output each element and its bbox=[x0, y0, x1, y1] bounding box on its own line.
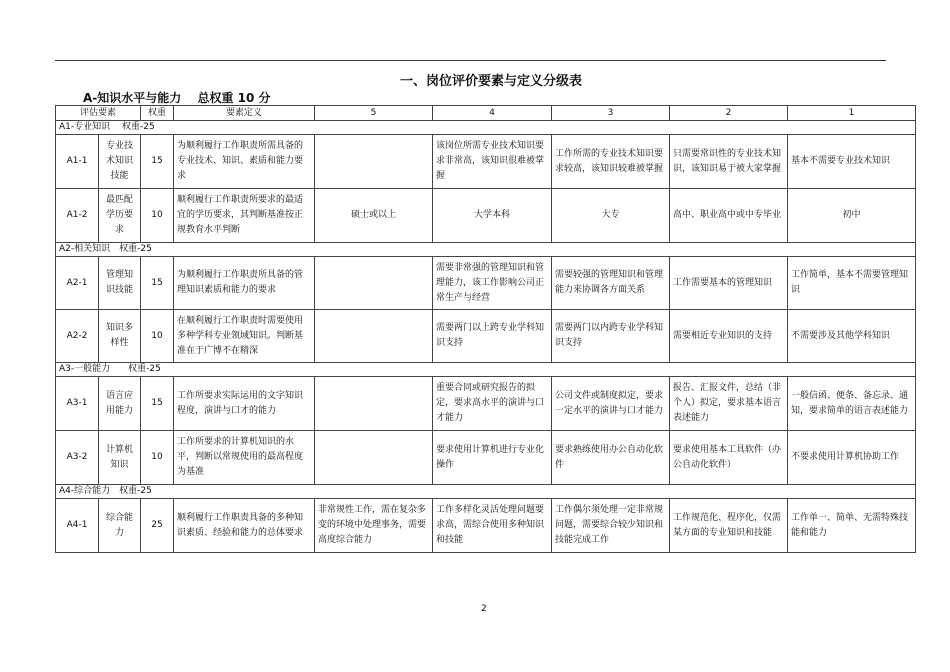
section-label: A2-相关知识 权重-25 bbox=[56, 243, 916, 257]
factor-name: 最匹配学历要求 bbox=[99, 189, 141, 243]
level-2: 工作规范化、程序化，仅需某方面的专业知识和技能 bbox=[670, 499, 788, 553]
factor-weight: 15 bbox=[141, 377, 174, 431]
factor-definition: 顺利履行工作职责所要求的最适宜的学历要求，其判断基准按正规教育水平判断 bbox=[174, 189, 315, 243]
factor-code: A2-1 bbox=[56, 257, 99, 310]
factor-code: A2-2 bbox=[56, 310, 99, 363]
level-3: 公司文件或制度拟定，要求一定水平的演讲与口才能力 bbox=[552, 377, 670, 431]
factor-code: A3-1 bbox=[56, 377, 99, 431]
factor-weight: 25 bbox=[141, 499, 174, 553]
level-5: 非常规性工作，需在复杂多变的环境中处理事务，需要高度综合能力 bbox=[315, 499, 433, 553]
table-row bbox=[56, 310, 916, 363]
section-label: A3-一般能力 权重-25 bbox=[56, 363, 916, 377]
level-1: 基本不需要专业技术知识 bbox=[788, 135, 916, 189]
table-row bbox=[56, 135, 916, 189]
header-cell: 1 bbox=[788, 106, 916, 121]
level-1: 不要求使用计算机协助工作 bbox=[788, 431, 916, 485]
table-row bbox=[56, 377, 916, 431]
level-2: 报告、汇报文件，总结（非个人）拟定，要求基本语言表述能力 bbox=[670, 377, 788, 431]
level-3: 要求熟练使用办公自动化软件 bbox=[552, 431, 670, 485]
section-title: A-知识水平与能力 总权重 10 分 bbox=[83, 91, 271, 105]
factor-definition: 为顺利履行工作职责所具备的管理知识素质和能力的要求 bbox=[174, 257, 315, 310]
level-1: 工作简单，基本不需要管理知识 bbox=[788, 257, 916, 310]
factor-weight: 10 bbox=[141, 310, 174, 363]
header-cell: 4 bbox=[433, 106, 552, 121]
level-4: 工作多样化灵活处理问题要求高，需综合使用多种知识和技能 bbox=[433, 499, 552, 553]
level-4: 大学本科 bbox=[433, 189, 552, 243]
header-cell: 要素定义 bbox=[174, 106, 315, 121]
level-5: 硕士或以上 bbox=[315, 189, 433, 243]
level-3: 工作偶尔须处理一定非常规问题，需要综合较少知识和技能完成工作 bbox=[552, 499, 670, 553]
table-header-row bbox=[56, 106, 916, 121]
factor-code: A3-2 bbox=[56, 431, 99, 485]
factor-name: 计算机知识 bbox=[99, 431, 141, 485]
factor-definition: 工作所要求的计算机知识的水平，判断以常规使用的最高程度为基准 bbox=[174, 431, 315, 485]
header-cell: 2 bbox=[670, 106, 788, 121]
section-row bbox=[56, 363, 916, 377]
factor-name: 知识多样性 bbox=[99, 310, 141, 363]
factor-name: 综合能力 bbox=[99, 499, 141, 553]
factor-weight: 15 bbox=[141, 135, 174, 189]
level-5 bbox=[315, 310, 433, 363]
table-row bbox=[56, 499, 916, 553]
level-2: 高中、职业高中或中专毕业 bbox=[670, 189, 788, 243]
factor-name: 管理知识技能 bbox=[99, 257, 141, 310]
header-rule bbox=[55, 60, 886, 61]
level-2: 需要相近专业知识的支持 bbox=[670, 310, 788, 363]
factor-code: A1-2 bbox=[56, 189, 99, 243]
factor-definition: 为顺利履行工作职责所需具备的专业技术、知识、素质和能力要求 bbox=[174, 135, 315, 189]
level-1: 一般信函、便条、备忘录、通知，要求简单的语言表述能力 bbox=[788, 377, 916, 431]
page-number: 2 bbox=[481, 604, 487, 614]
page-title: 一、岗位评价要素与定义分级表 bbox=[400, 74, 583, 89]
level-2: 只需要常识性的专业技术知识，该知识易于被大家掌握 bbox=[670, 135, 788, 189]
level-5 bbox=[315, 431, 433, 485]
section-row bbox=[56, 485, 916, 499]
level-1: 初中 bbox=[788, 189, 916, 243]
factor-weight: 10 bbox=[141, 189, 174, 243]
level-3: 需要较强的管理知识和管理能力来协调各方面关系 bbox=[552, 257, 670, 310]
level-2: 工作需要基本的管理知识 bbox=[670, 257, 788, 310]
level-5 bbox=[315, 135, 433, 189]
header-cell: 评估要素 bbox=[56, 106, 141, 121]
section-row bbox=[56, 243, 916, 257]
header-cell: 权重 bbox=[141, 106, 174, 121]
level-5 bbox=[315, 377, 433, 431]
level-3: 工作所需的专业技术知识要求较高，该知识较难被掌握 bbox=[552, 135, 670, 189]
header-cell: 5 bbox=[315, 106, 433, 121]
level-1: 不需要涉及其他学科知识 bbox=[788, 310, 916, 363]
factor-name: 专业技术知识技能 bbox=[99, 135, 141, 189]
evaluation-table bbox=[55, 105, 916, 553]
level-4: 需要两门以上跨专业学科知识支持 bbox=[433, 310, 552, 363]
factor-definition: 顺利履行工作职责具备的多种知识素质、经验和能力的总体要求 bbox=[174, 499, 315, 553]
header-cell: 3 bbox=[552, 106, 670, 121]
level-2: 要求使用基本工具软件（办公自动化软件） bbox=[670, 431, 788, 485]
factor-name: 语言应用能力 bbox=[99, 377, 141, 431]
section-label: A4-综合能力 权重-25 bbox=[56, 485, 916, 499]
factor-weight: 15 bbox=[141, 257, 174, 310]
level-4: 需要非常强的管理知识和管理能力，该工作影响公司正常生产与经营 bbox=[433, 257, 552, 310]
level-3: 大专 bbox=[552, 189, 670, 243]
factor-weight: 10 bbox=[141, 431, 174, 485]
factor-definition: 在顺利履行工作职责时需要使用多种学科专业领域知识。判断基准在于广博不在精深 bbox=[174, 310, 315, 363]
level-3: 需要两门以内跨专业学科知识支持 bbox=[552, 310, 670, 363]
factor-code: A1-1 bbox=[56, 135, 99, 189]
table-row bbox=[56, 431, 916, 485]
table-row bbox=[56, 189, 916, 243]
level-1: 工作单一、简单、无需特殊技能和能力 bbox=[788, 499, 916, 553]
level-4: 重要合同或研究报告的拟定，要求高水平的演讲与口才能力 bbox=[433, 377, 552, 431]
factor-definition: 工作所要求实际运用的文字知识程度，演讲与口才的能力 bbox=[174, 377, 315, 431]
table-row bbox=[56, 257, 916, 310]
section-label: A1-专业知识 权重-25 bbox=[56, 121, 916, 135]
level-4: 该岗位所需专业技术知识要求非常高，该知识很难被掌握 bbox=[433, 135, 552, 189]
level-5 bbox=[315, 257, 433, 310]
level-4: 要求使用计算机进行专业化操作 bbox=[433, 431, 552, 485]
factor-code: A4-1 bbox=[56, 499, 99, 553]
section-row bbox=[56, 121, 916, 135]
